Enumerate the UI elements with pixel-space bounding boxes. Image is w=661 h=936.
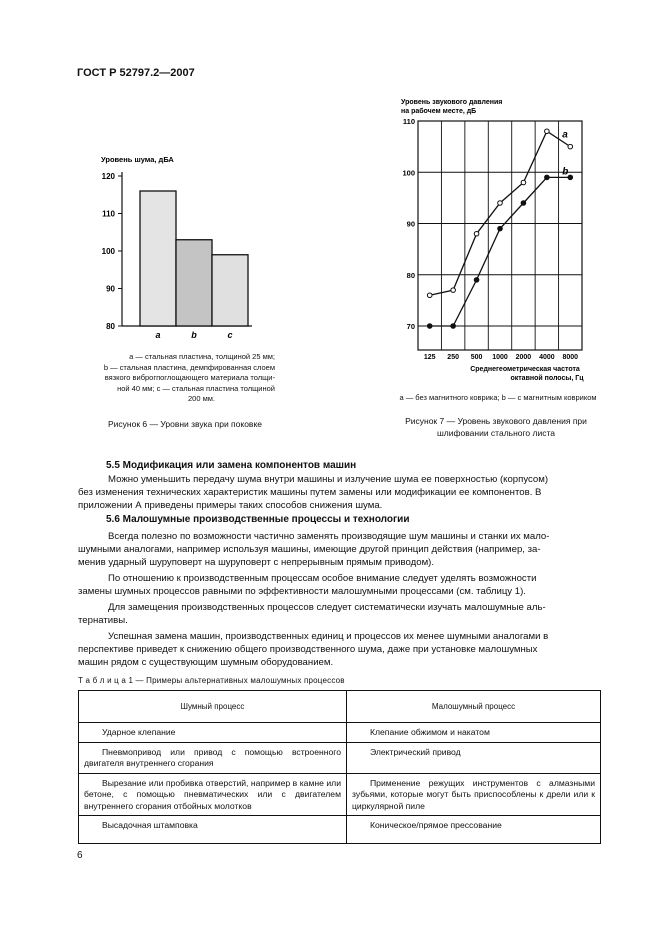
- text-line: менив ударный шуруповерт на шуруповерт с непрерывным прямым приводом).: [78, 557, 435, 568]
- fig7-point-b: [545, 175, 550, 180]
- fig6-x-tick-label: c: [227, 330, 233, 340]
- fig7-point-a: [451, 288, 456, 293]
- fig7-y-tick-label: 100: [402, 168, 415, 178]
- fig7-x-tick-label: 8000: [562, 354, 579, 361]
- fig6-note-line: вязкого виброгпоглощающего материала толщи-: [104, 373, 275, 382]
- fig7-x-tick-label: 500: [470, 354, 483, 361]
- table-row: [79, 816, 601, 844]
- table-header-cell: Малошумный процесс: [347, 691, 601, 723]
- fig7-y-tick-label: 80: [406, 270, 415, 280]
- fig7-series-label-b: b: [562, 166, 569, 178]
- fig7-point-b: [451, 324, 456, 329]
- text-line: без изменения технических характеристик машины путем замены или модификации ее компонентов. В: [78, 487, 542, 498]
- cell-text: Вырезание или пробивка отверстий, например в камне или бетоне, с помощью пневматических или с двигателем внутреннего сгорания отбойных молотков: [84, 777, 341, 811]
- fig6-y-tick-label: 90: [106, 284, 115, 294]
- fig7-point-a: [498, 201, 503, 206]
- figure-6-bar-chart: [101, 155, 252, 340]
- fig6-x-tick-label: a: [155, 330, 161, 340]
- table-header-cell: Шумный процесс: [79, 691, 347, 723]
- fig7-point-b: [498, 226, 503, 231]
- text-line: шумными аналогами, например используя машины, имеющие другой принцип действия (например, за-: [78, 544, 541, 555]
- text-line: тернативы.: [78, 615, 128, 626]
- table-cell: [347, 816, 601, 844]
- fig6-y-axis-label: Уровень шума, дБА: [101, 155, 174, 164]
- section-5-5-text: [78, 473, 601, 512]
- fig7-point-b: [568, 175, 573, 180]
- text-line: По отношению к производственным процессам особое внимание следует уделять возможности: [108, 573, 537, 584]
- text-line: приложении А приведены примеры таких способов снижения шума.: [78, 500, 383, 511]
- fig7-point-a: [474, 231, 479, 236]
- fig6-y-tick-label: 120: [101, 172, 115, 181]
- table-row: [79, 742, 601, 773]
- table-row: [79, 723, 601, 743]
- table-cell: [79, 816, 347, 844]
- figure-7-line-chart: [401, 99, 584, 382]
- table-header-row: [79, 691, 601, 723]
- fig7-point-b: [521, 201, 526, 206]
- figure7-legend: а — без магнитного коврика; b — с магнитным ковриком: [399, 393, 597, 402]
- fig6-note-line: а — стальная пластина, толщиной 25 мм;: [129, 352, 275, 361]
- fig7-y-tick-label: 90: [406, 219, 415, 229]
- text-line: машин рядом с существующим шумным оборудованием.: [78, 657, 334, 668]
- fig6-y-tick-label: 110: [102, 209, 115, 219]
- fig7-series-label-a: a: [562, 129, 568, 141]
- fig7-point-a: [427, 293, 432, 298]
- table-cell: [79, 742, 347, 773]
- text-line: Всегда полезно по возможности частично заменять производящие шум машины и станки их мало-: [108, 531, 550, 542]
- table-cell: [79, 773, 347, 816]
- fig7-point-b: [474, 278, 479, 283]
- fig6-note-line: 200 мм.: [188, 394, 215, 403]
- table-cell: [79, 723, 347, 743]
- table1: [78, 690, 601, 844]
- fig7-series-line-a: [430, 131, 571, 295]
- page-number: 6: [77, 850, 83, 861]
- text-line: перспективе приведет к снижению общего производственного шума, даже при установке малошумных: [78, 644, 538, 655]
- fig7-y-tick-label: 70: [406, 322, 415, 331]
- cell-text: Пневмопривод или привод с помощью встроенного двигателя внутреннего сгорания: [84, 746, 341, 768]
- text-line: Можно уменьшить передачу шума внутри машины и излучение шума ее поверхностью (корпусом): [108, 474, 549, 485]
- text-line: замены шумных процессов равными по эффективности малошумными процессами (см. таблицу 1).: [78, 586, 526, 597]
- fig7-caption-line1: Рисунок 7 — Уровень звукового давления при: [405, 416, 587, 426]
- fig6-bar-b: [176, 240, 212, 326]
- fig7-series-line-b: [430, 177, 571, 326]
- figure7-caption: [376, 415, 616, 439]
- fig7-point-a: [545, 129, 550, 134]
- fig7-x-tick-label: 125: [423, 354, 436, 361]
- fig7-y-axis-label-line2: на рабочем месте, дБ: [401, 108, 477, 115]
- cell-text: Высадочная штамповка: [102, 820, 198, 830]
- fig6-bar-c: [212, 255, 248, 326]
- figure6-caption: Рисунок 6 — Уровни звука при поковке: [107, 419, 262, 429]
- fig7-y-tick-label: 110: [402, 117, 415, 126]
- fig6-note-line: ной 40 мм; с — стальная пластина толщиной: [117, 383, 275, 393]
- fig7-x-axis-label-line1: Среднегеометрическая частота: [470, 366, 580, 373]
- cell-text: Коническое/прямое прессование: [370, 820, 502, 830]
- cell-text: Клепание обжимом и накатом: [370, 727, 490, 737]
- fig7-point-a: [568, 144, 573, 149]
- fig6-y-tick-label: 80: [106, 322, 115, 331]
- section-5-5-heading: 5.5 Модификация или замена компонентов машин: [106, 460, 357, 471]
- figure6-notes: [80, 352, 275, 405]
- fig7-frame: [418, 121, 582, 350]
- text-line: Успешная замена машин, производственных единиц и процессов их менее шумными аналогами в: [108, 631, 549, 642]
- fig7-x-tick-label: 1000: [492, 354, 508, 361]
- table-cell: [347, 723, 601, 743]
- section-5-6-text: [78, 530, 601, 669]
- fig7-x-tick-label: 2000: [515, 354, 532, 361]
- table-row: [79, 773, 601, 816]
- fig7-point-a: [521, 180, 526, 185]
- fig7-x-tick-label: 4000: [539, 354, 555, 361]
- fig7-x-axis-label-line2: октавной полосы, Гц: [510, 375, 584, 382]
- fig7-y-axis-label-line1: Уровень звукового давления: [401, 99, 503, 106]
- cell-text: Применение режущих инструментов с алмазными зубьями, которые могут быть приспособлены к дрели или к циркулярной пиле: [352, 777, 595, 811]
- document-header: ГОСТ Р 52797.2—2007: [77, 67, 195, 79]
- section-5-6-heading: 5.6 Малошумные производственные процессы и технологии: [106, 514, 410, 525]
- fig7-x-tick-label: 250: [447, 354, 459, 361]
- table1-caption: Т а б л и ц а 1 — Примеры альтернативных малошумных процессов: [78, 676, 345, 685]
- cell-text: Электрический привод: [370, 746, 461, 757]
- table-cell: [347, 773, 601, 816]
- cell-text: Ударное клепание: [102, 727, 176, 737]
- fig7-point-b: [427, 324, 432, 329]
- fig6-x-tick-label: b: [191, 330, 197, 340]
- fig7-caption-line2: шлифовании стального листа: [436, 428, 556, 438]
- text-line: Для замещения производственных процессов следует систематически изучать малошумные аль-: [108, 602, 546, 613]
- fig6-note-line: b — стальная пластина, демпфированная слоем: [103, 362, 275, 372]
- table-cell: [347, 742, 601, 773]
- fig6-bar-a: [140, 191, 176, 326]
- fig6-y-tick-label: 100: [101, 247, 115, 256]
